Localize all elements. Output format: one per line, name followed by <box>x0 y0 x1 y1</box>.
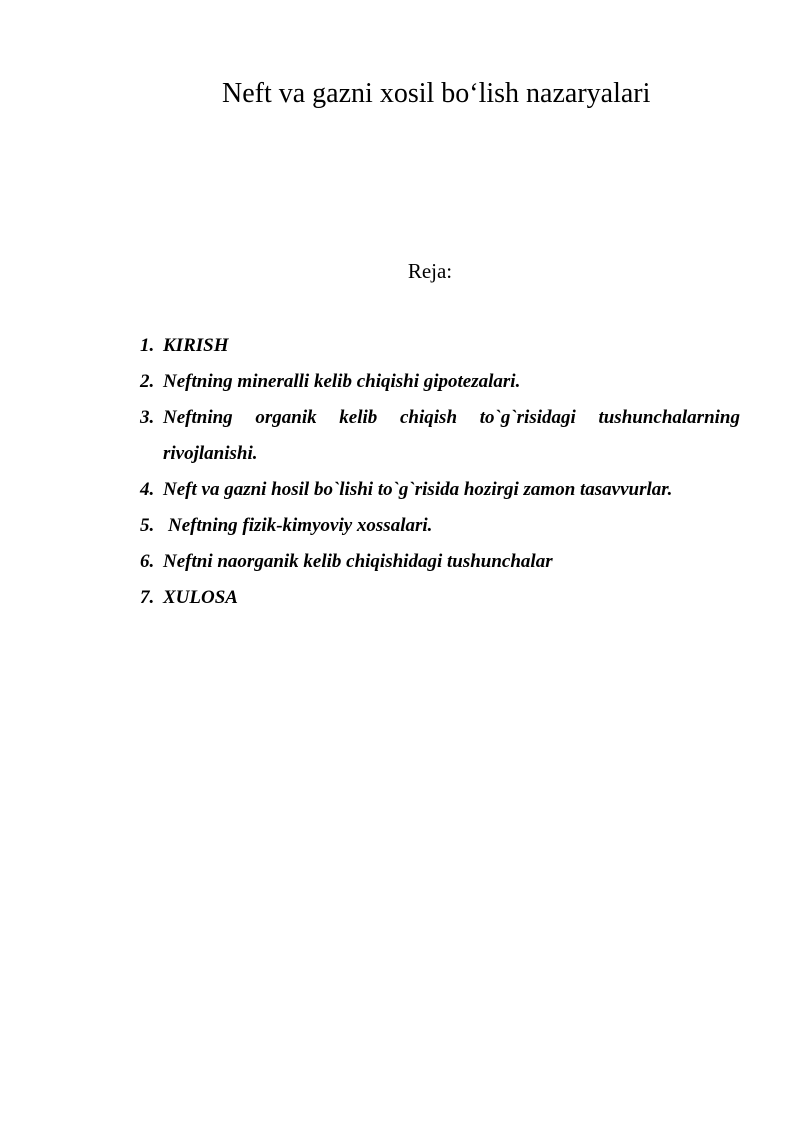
plan-item-number: 1. <box>140 335 155 356</box>
document-title: Neft va gazni xosil bo‘lish nazaryalari <box>222 78 651 109</box>
plan-item-number: 5. <box>140 515 155 536</box>
plan-heading: Reja: <box>407 259 453 283</box>
plan-item-number: 2. <box>140 371 155 392</box>
plan-item-number: 3. <box>140 407 155 428</box>
plan-item <box>140 508 740 544</box>
plan-item-number: 6. <box>140 551 155 572</box>
plan-item <box>140 364 740 400</box>
plan-item-text: XULOSA <box>163 587 238 608</box>
plan-item <box>140 472 740 508</box>
plan-item-text: Neftning mineralli kelib chiqishi gipotezalari. <box>163 371 521 392</box>
plan-item <box>140 580 740 616</box>
plan-item-text: KIRISH <box>163 335 229 356</box>
plan-item-text: Neftning organik kelib chiqish to`g`risidagi tushunchalarning rivojlanishi. <box>163 407 740 464</box>
plan-item-text: Neftni naorganik kelib chiqishidagi tushunchalar <box>163 551 553 572</box>
plan-item-number: 4. <box>140 479 155 500</box>
plan-item-text: Neft va gazni hosil bo`lishi to`g`risida hozirgi zamon tasavvurlar. <box>163 479 673 500</box>
plan-item <box>140 400 740 472</box>
plan-item <box>140 328 740 364</box>
plan-item-text: Neftning fizik-kimyoviy xossalari. <box>168 515 433 536</box>
plan-item-number: 7. <box>140 587 155 608</box>
plan-list <box>140 328 740 616</box>
plan-item <box>140 544 740 580</box>
